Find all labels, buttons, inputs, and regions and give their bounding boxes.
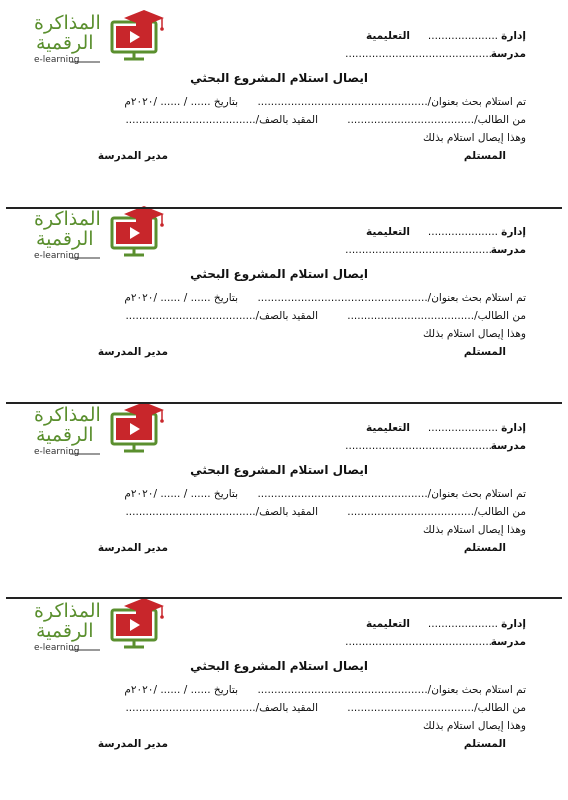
logo (30, 202, 170, 264)
class-line: المقيد بالصف/....................................... (125, 506, 318, 518)
student-line: من الطالب/...................................... (347, 702, 526, 714)
monitor-icon (112, 414, 156, 451)
logo-subtitle: الرقمية (36, 228, 94, 250)
monitor-icon (112, 218, 156, 255)
logo-title: المذاكرة (34, 404, 101, 426)
admin-dots: ..................... (427, 422, 498, 434)
school-label: مدرسة (490, 244, 526, 256)
logo-tagline: e-learning (34, 55, 80, 65)
school-dots: ............................................ (345, 636, 492, 648)
principal-signature: مدير المدرسة (97, 738, 168, 750)
school-dots: ............................................ (345, 440, 492, 452)
receipt-form (0, 588, 568, 784)
receiver-signature: المستلم (463, 150, 506, 162)
admin-dots: ..................... (427, 226, 498, 238)
date-line: بتاريخ ...... / ...... /٢٠٢٠م (124, 488, 238, 500)
education-label: التعليمية (365, 30, 410, 42)
admin-label: إدارة (501, 422, 526, 434)
date-line: بتاريخ ...... / ...... /٢٠٢٠م (124, 684, 238, 696)
principal-signature: مدير المدرسة (97, 150, 168, 162)
form-title: ايصال استلام المشروع البحثي (190, 71, 368, 85)
admin-dots: ..................... (427, 30, 498, 42)
student-line: من الطالب/...................................... (347, 114, 526, 126)
class-line: المقيد بالصف/....................................... (125, 702, 318, 714)
school-label: مدرسة (490, 48, 526, 60)
receipt-form (0, 0, 568, 196)
research-title-line: تم استلام بحث بعنوان/................................................... (257, 292, 526, 304)
admin-label: إدارة (501, 618, 526, 630)
form-title: ايصال استلام المشروع البحثي (190, 267, 368, 281)
date-line: بتاريخ ...... / ...... /٢٠٢٠م (124, 96, 238, 108)
principal-signature: مدير المدرسة (97, 346, 168, 358)
logo-title: المذاكرة (34, 600, 101, 622)
logo (30, 594, 170, 656)
research-title-line: تم استلام بحث بعنوان/................................................... (257, 684, 526, 696)
student-line: من الطالب/...................................... (347, 310, 526, 322)
form-title: ايصال استلام المشروع البحثي (190, 463, 368, 477)
class-line: المقيد بالصف/....................................... (125, 310, 318, 322)
education-label: التعليمية (365, 226, 410, 238)
logo (30, 398, 170, 460)
monitor-icon (112, 22, 156, 59)
admin-dots: ..................... (427, 618, 498, 630)
receiver-signature: المستلم (463, 738, 506, 750)
admin-label: إدارة (501, 226, 526, 238)
logo-tagline: e-learning (34, 447, 80, 457)
logo (30, 6, 170, 68)
student-line: من الطالب/...................................... (347, 506, 526, 518)
date-line: بتاريخ ...... / ...... /٢٠٢٠م (124, 292, 238, 304)
school-dots: ............................................ (345, 244, 492, 256)
logo-subtitle: الرقمية (36, 620, 94, 642)
cut-line-divider (6, 402, 562, 404)
cut-line-divider (6, 207, 562, 209)
logo-subtitle: الرقمية (36, 424, 94, 446)
cut-line-divider (6, 597, 562, 599)
school-label: مدرسة (490, 636, 526, 648)
receipt-statement: وهذا إيصال استلام بذلك (423, 132, 526, 144)
receipt-statement: وهذا إيصال استلام بذلك (423, 524, 526, 536)
education-label: التعليمية (365, 422, 410, 434)
form-title: ايصال استلام المشروع البحثي (190, 659, 368, 673)
research-title-line: تم استلام بحث بعنوان/................................................... (257, 488, 526, 500)
school-dots: ............................................ (345, 48, 492, 60)
receiver-signature: المستلم (463, 542, 506, 554)
logo-subtitle: الرقمية (36, 32, 94, 54)
logo-tagline: e-learning (34, 251, 80, 261)
receipt-statement: وهذا إيصال استلام بذلك (423, 328, 526, 340)
class-line: المقيد بالصف/....................................... (125, 114, 318, 126)
principal-signature: مدير المدرسة (97, 542, 168, 554)
receiver-signature: المستلم (463, 346, 506, 358)
receipt-form (0, 196, 568, 392)
logo-tagline: e-learning (34, 643, 80, 653)
research-title-line: تم استلام بحث بعنوان/................................................... (257, 96, 526, 108)
education-label: التعليمية (365, 618, 410, 630)
monitor-icon (112, 610, 156, 647)
logo-title: المذاكرة (34, 208, 101, 230)
admin-label: إدارة (501, 30, 526, 42)
logo-title: المذاكرة (34, 12, 101, 34)
receipt-statement: وهذا إيصال استلام بذلك (423, 720, 526, 732)
school-label: مدرسة (490, 440, 526, 452)
receipt-form (0, 392, 568, 588)
